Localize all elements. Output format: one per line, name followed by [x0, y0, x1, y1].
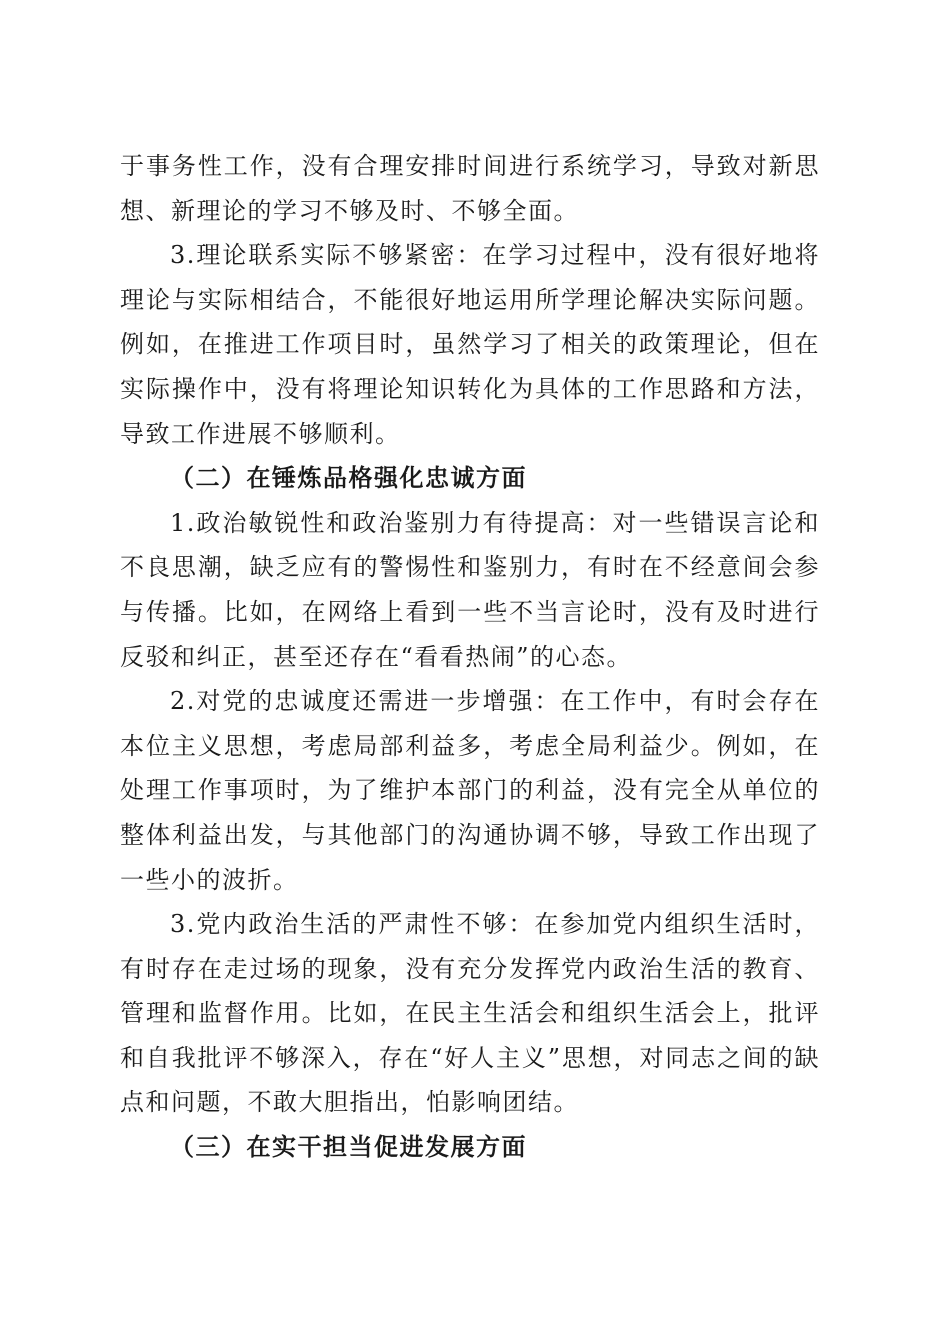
document-body: [120, 144, 820, 1170]
section-heading-2: （二）在锤炼品格强化忠诚方面: [170, 463, 527, 493]
paragraph-party-life: 3.党内政治生活的严肃性不够：在参加党内组织生活时，有时存在走过场的现象，没有充分发挥党内政治生活的教育、管理和监督作用。比如，在民主生活会和组织生活会上，批评和自我批评不够深入，存在“好人主义”思想，对同志之间的缺点和问题，不敢大胆指出，怕影响团结。: [120, 910, 820, 1117]
paragraph-political-sensitivity: 1.政治敏锐性和政治鉴别力有待提高：对一些错误言论和不良思潮，缺乏应有的警惕性和鉴别力，有时在不经意间会参与传播。比如，在网络上看到一些不当言论时，没有及时进行反驳和纠正，甚至还存在“看看热闹”的心态。: [120, 508, 820, 671]
paragraph-theory-practice: 3.理论联系实际不够紧密：在学习过程中，没有很好地将理论与实际相结合，不能很好地运用所学理论解决实际问题。例如，在推进工作项目时，虽然学习了相关的政策理论，但在实际操作中，没有将理论知识转化为具体的工作思路和方法，导致工作进展不够顺利。: [120, 241, 820, 448]
section-heading-3: （三）在实干担当促进发展方面: [170, 1132, 527, 1162]
paragraph-party-loyalty: 2.对党的忠诚度还需进一步增强：在工作中，有时会存在本位主义思想，考虑局部利益多，考虑全局利益少。例如，在处理工作事项时，为了维护本部门的利益，没有完全从单位的整体利益出发，与其他部门的沟通协调不够，导致工作出现了一些小的波折。: [120, 687, 820, 894]
paragraph-continuation: 于事务性工作，没有合理安排时间进行系统学习，导致对新思想、新理论的学习不够及时、不够全面。: [120, 152, 820, 225]
